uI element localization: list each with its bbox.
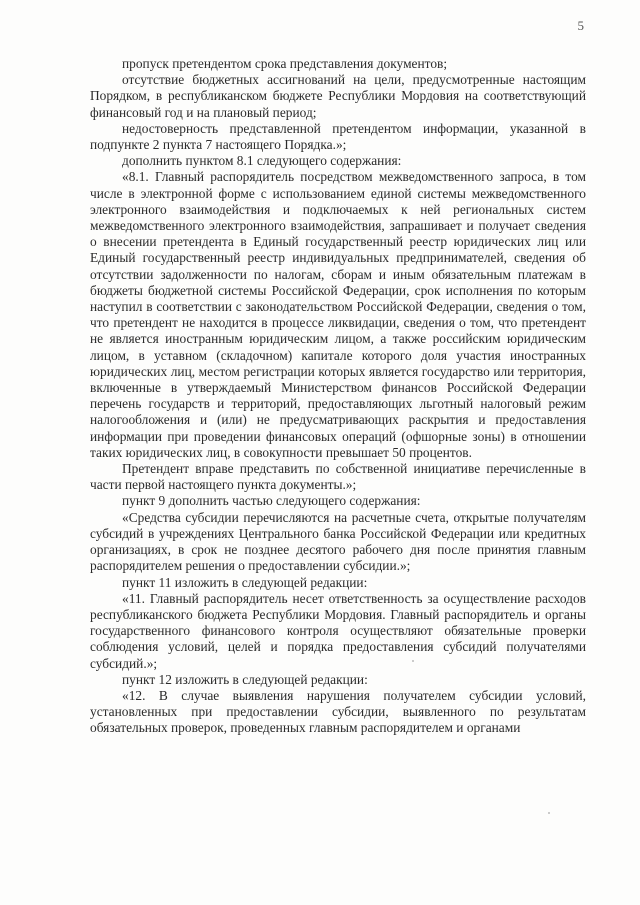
paragraph-clause-9-intro: пункт 9 дополнить частью следующего содержания: <box>122 493 421 509</box>
paragraph-add-8-1-intro: дополнить пунктом 8.1 следующего содержания: <box>122 153 402 169</box>
paragraph-reject-deadline: пропуск претендентом срока представления документов; <box>122 56 448 71</box>
paragraph-clause-12-intro: пункт 12 изложить в следующей редакции: <box>122 671 368 687</box>
paragraph-clause-11-intro: пункт 11 изложить в следующей редакции: <box>122 574 368 590</box>
paragraph-reject-budget: отсутствие бюджетных ассигнований на цели, предусмотренные настоящим Порядком, в республиканском бюджете Республики Мордовия на соответствующий финансовый год и на плановый период; <box>90 72 586 120</box>
paragraph-clause-11-text: «11. Главный распорядитель несет ответственность за осуществление расходов республиканского бюджета Республики Мордовия. Главный распорядитель и органы государственного финансового контроля осуществляют обязательные проверки соблюдения условий, целей и порядка предоставления субсидий получателями субсидий.»; <box>90 590 586 671</box>
paragraph-applicant-right: Претендент вправе представить по собственной инициативе перечисленные в части первой настоящего пункта документы.»; <box>90 461 586 493</box>
paragraph-clause-9-text: «Средства субсидии перечисляются на расчетные счета, открытые получателям субсидий в учреждениях Центрального банка Российской Федерации или кредитных организациях, в срок не позднее десятого рабочего дня после принятия главным распорядителем решения о предоставлении субсидии.»; <box>90 509 586 574</box>
paragraph-clause-12-text: «12. В случае выявления нарушения получателем субсидии условий, установленных при предоставлении субсидии, выявленного по результатам обязательных проверок, проведенных главным распорядителем и органами <box>90 687 586 736</box>
page-number: 5 <box>577 18 584 33</box>
paragraph-clause-8-1: «8.1. Главный распорядитель посредством межведомственного запроса, в том числе в электронной форме с использованием единой системы межведомственного электронного взаимодействия и подключаемых к ней региональных систем межведомственного электронного взаимодействия, запрашивает и получает сведения о внесении претендента в Единый государственный реестр юридических лиц или Единый государственный реестр индивидуальных предпринимателей, сведения об отсутствии задолженности по налогам, сборам и иным обязательным платежам в бюджеты бюджетной системы Российской Федерации, срок исполнения по которым наступил в соответствии с законодательством Российской Федерации, сведения о том, что претендент не находится в процессе ликвидации, сведения о том, что претендент не является иностранным юридическим лицом, а также российским юридическим лицом, в уставном (складочном) капитале которого доля участия иностранных юридических лиц, местом регистрации которых является государство или территория, включенные в утверждаемый Министерством финансов Российской Федерации перечень государств и территорий, предоставляющих льготный налоговый режим налогообложения и (или) не предусматривающих раскрытия и предоставления информации при проведении финансовых операций (офшорные зоны) в отношении таких юридических лиц, в совокупности превышает 50 процентов. <box>90 169 586 460</box>
scan-speck <box>548 812 550 814</box>
document-body <box>90 56 586 737</box>
scan-speck <box>412 660 414 662</box>
paragraph-reject-unreliable-info: недостоверность представленной претендентом информации, указанной в подпункте 2 пункта 7 настоящего Порядка.»; <box>90 120 586 153</box>
